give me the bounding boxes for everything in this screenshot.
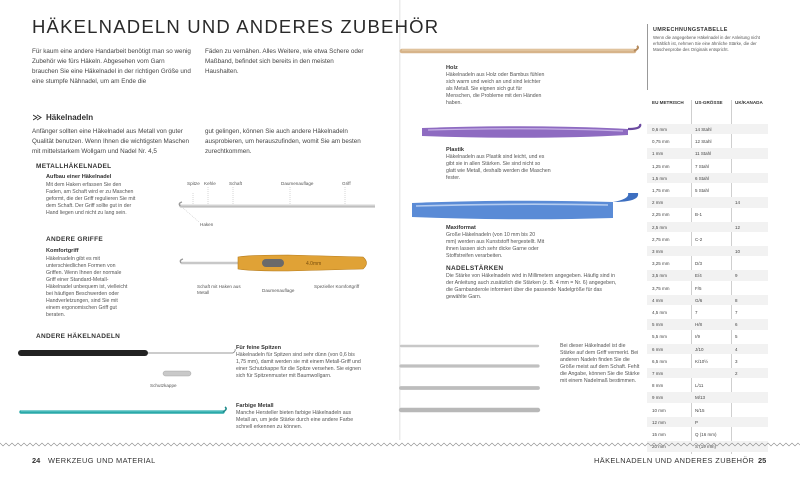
footer-right-text: HÄKELNADELN UND ANDERES ZUBEHÖR (594, 456, 755, 465)
metall-heading: METALLHÄKELNADEL (36, 163, 112, 170)
table-row (647, 405, 768, 415)
table-row (647, 161, 768, 171)
intro-col1: Für kaum eine andere Handarbeit benötigt man so wenig Zubehör wie fürs Häkeln. Abgesehen vom Garn brauchen Sie eine Häkelnadel in der richtigen Größe und eine stumpfe Nähnadel, um am Ende die (32, 48, 191, 85)
cell-eu: 1,75 mm (652, 188, 670, 193)
maxi-hook-illustration (408, 190, 648, 230)
table-row (647, 258, 768, 268)
cell-uk: 9 (735, 273, 738, 279)
cell-us: C-2 (695, 236, 703, 242)
cell-eu: 5,5 mm (652, 334, 668, 340)
cell-uk: 3 (735, 358, 738, 364)
cell-eu: 1,25 mm (652, 163, 670, 169)
cell-us: F/5 (695, 285, 702, 291)
table-row (647, 429, 768, 439)
cell-eu: 6 mm (652, 346, 664, 352)
griffe-heading: ANDERE GRIFFE (46, 236, 103, 243)
footer-left-text: WERKZEUG UND MATERIAL (48, 456, 156, 465)
cell-us: 6 Stahl (695, 175, 710, 181)
cell-us: G/6 (695, 297, 703, 303)
table-title: UMRECHNUNGSTABELLE (653, 27, 728, 33)
table-row (647, 246, 768, 256)
plastik-text: Häkelnadeln aus Plastik sind leicht, und es gibt sie in allen Stärken. Sie sind nicht so glatt wie Metall, deshalb werden die Maschen fester. (446, 154, 551, 181)
cell-eu: 3,75 mm (652, 285, 670, 291)
label-griff: Griff (342, 181, 351, 186)
feine-sub: Für feine Spitzen (236, 345, 282, 351)
cell-uk: 8 (735, 297, 738, 303)
cell-eu: 7 mm (652, 371, 664, 376)
cell-eu: 2,5 mm (652, 224, 668, 230)
table-row (647, 392, 768, 402)
hakelnadeln-heading: Häkelnadeln (46, 113, 94, 122)
cell-us: S (19 mm) (695, 444, 717, 450)
arrow-icon (33, 114, 42, 121)
cell-eu: 3,5 mm (652, 273, 668, 279)
label-haken: Haken (200, 222, 214, 227)
nadelstaerken-note: Bei dieser Häkelnadel ist die Stärke auf dem Griff vermerkt. Bei anderen Nadeln finden Sie die Größe meist auf dem Schaft. Fehlt die Angabe, können Sie die Stärke mit einem Nadelmaß bestimmen. (560, 343, 640, 384)
cell-uk: 6 (735, 322, 738, 328)
table-row (647, 124, 768, 134)
comfort-hook-illustration (178, 244, 378, 282)
cell-eu: 4,5 mm (652, 310, 668, 315)
th-uk: UK/KANADA (735, 100, 763, 105)
table-row (647, 148, 768, 158)
nadelstaerken-heading: NADELSTÄRKEN (446, 265, 504, 272)
footer-rule (0, 441, 800, 449)
cell-us: 7 (695, 310, 698, 315)
hakelnadeln-col2: gut gelingen, können Sie auch andere Häkelnadeln ausprobieren, um herauszufinden, womit Sie am besten zurechtkommen. (205, 128, 361, 155)
table-row (647, 307, 768, 317)
cell-eu: 8 mm (652, 383, 664, 389)
label-daumenauflage: Daumenauflage (281, 181, 314, 186)
maxi-text: Große Häkelnadeln (von 10 mm bis 20 mm) werden aus Kunststoff hergestellt. Mit ihnen lassen sich sehr dicke Garne oder Stoffstreifen verarbeiten. (446, 232, 545, 259)
cell-eu: 3,25 mm (652, 261, 670, 267)
cell-uk: 14 (735, 200, 741, 206)
metall-text: Mit dem Haken erfassen Sie den Faden, am Schaft wird er zu Maschen geformt, die der Griff regulieren Sie mit dem Schaft. Der Griff sollte gut in der Hand liegen und nicht zu lang sein. (46, 182, 136, 216)
page-number-right: 25 (758, 456, 767, 465)
cell-us: 7 Stahl (695, 163, 710, 169)
table-row (647, 368, 768, 378)
plastik-sub: Plastik (446, 147, 465, 153)
metall-sub: Aufbau einer Häkelnadel (46, 174, 112, 180)
cell-uk: 10 (735, 249, 741, 254)
table-row (647, 331, 768, 341)
svg-text:4.0mm: 4.0mm (306, 261, 322, 267)
fine-hook-illustration (18, 345, 248, 391)
cell-eu: 0,6 mm (652, 127, 668, 132)
table-row (647, 295, 768, 305)
teal-hook-illustration (18, 404, 233, 422)
table-note: Wenn die angegebene Häkelnadel in der Anleitung nicht erhältlich ist, nehmen Sie eine ähnliche Stärke, die der Maschenprobe des Originals entspricht. (653, 35, 760, 52)
label-schutzkappe: Schutzkappe (150, 383, 177, 388)
cell-eu: 5 mm (652, 322, 664, 328)
page-number-left: 24 (32, 456, 41, 465)
cell-us: H/8 (695, 322, 703, 328)
cell-eu: 2,75 mm (652, 236, 670, 242)
cell-eu: 15 mm (652, 432, 666, 437)
holz-text: Häkelnadeln aus Holz oder Bambus fühlen sich warm und weich an und sind leichter als Metall. Sie eignen sich gut für Menschen, die Probleme mit den Händen haben. (446, 72, 545, 106)
wood-hook-illustration (398, 44, 648, 58)
cell-us: M/13 (695, 395, 706, 401)
griffe-sub: Komfortgriff (46, 248, 79, 254)
cell-eu: 20 mm (652, 444, 666, 450)
cell-us: 11 Stahl (695, 151, 712, 157)
maxi-sub: Maxiformat (446, 225, 476, 231)
cell-eu: 10 mm (652, 407, 666, 413)
table-row (647, 209, 768, 219)
intro-col2: Fäden zu vernähen. Alles Weitere, wie etwa Schere oder Maßband, befindet sich bereits in den meisten Haushalten. (205, 48, 364, 75)
farbige-text: Manche Hersteller bieten farbige Häkelnadeln aus Metall an, um jede Stärke durch eine andere Farbe schnell erkennen zu können. (236, 410, 354, 430)
hakelnadeln-col1: Anfänger sollten eine Häkelnadel aus Metall von guter Qualität benutzen. Wenn Ihnen die wichtigsten Maschen mit mittelstarkem Wollgarn und Nadel Nr. 4,5 (32, 128, 190, 155)
page-title: HÄKELNADELN UND ANDERES ZUBEHÖR (32, 16, 440, 37)
andere-heading: ANDERE HÄKELNADELN (36, 333, 121, 340)
holz-sub: Holz (446, 65, 458, 71)
cell-us: D/3 (695, 261, 703, 267)
table-row (647, 283, 768, 293)
cell-eu: 1 mm (652, 151, 664, 157)
cell-us: N/15 (695, 407, 705, 413)
table-row (647, 319, 768, 329)
th-eu: EU METRISCH (652, 100, 684, 105)
th-us: US-GRÖSSE (695, 100, 723, 105)
label-daumen: Daumenauflage (262, 288, 295, 293)
cell-us: 5 Stahl (695, 188, 710, 193)
table-row (647, 417, 768, 427)
cell-us: E/4 (695, 273, 702, 279)
cell-eu: 2,25 mm (652, 212, 670, 218)
table-intro (647, 24, 768, 90)
table-row (647, 344, 768, 354)
table-row (647, 185, 768, 195)
cell-eu: 6,5 mm (652, 358, 668, 364)
cell-us: 12 Stahl (695, 139, 712, 145)
griffe-text: Häkelnadeln gibt es mit unterschiedlichen Formen von Griffen. Wenn Ihnen der normale Griff einer Standard-Metall-Häkelnadel unbequem ist, vielleicht bei häufigen Beschwerden oder Handverletzungen, sind Sie mit einem ergonomischen Griff gut beraten. (46, 256, 128, 318)
cell-us: L/11 (695, 383, 704, 389)
farbige-sub: Farbige Metall (236, 403, 274, 409)
cell-eu: 3 mm (652, 249, 664, 254)
cell-us: J/10 (695, 346, 704, 352)
label-komfortgriff: Spezieller Komfortgriff (314, 284, 360, 289)
cell-uk: 7 (735, 310, 738, 315)
table-row (647, 173, 768, 183)
table-row (647, 380, 768, 390)
cell-uk: 12 (735, 224, 741, 230)
cell-uk: 2 (735, 371, 738, 376)
table-header (647, 100, 768, 122)
label-kehle: Kehle (204, 181, 216, 186)
cell-us: 14 Stahl (695, 127, 712, 132)
cell-eu: 4 mm (652, 297, 664, 303)
table-row (647, 356, 768, 366)
cell-eu: 9 mm (652, 395, 664, 401)
cell-eu: 12 mm (652, 419, 666, 425)
label-schaft-metall: Schaft mit Haken aus Metall (197, 284, 241, 295)
size-hooks-illustration (398, 340, 548, 420)
cell-us: Q (16 mm) (695, 432, 717, 437)
feine-text: Häkelnadeln für Spitzen sind sehr dünn (von 0,6 bis 1,75 mm), damit werden sie mit einem Metall-Griff und einer Schutzkappe für die Spitze versehen. Sie eignen sich für Spitzenmuster mit Baumwollgarn. (236, 352, 361, 379)
plastic-hook-illustration (418, 120, 648, 144)
cell-us: B-1 (695, 212, 703, 218)
table-row (647, 197, 768, 207)
cell-us: P (695, 419, 699, 425)
cell-uk: 4 (735, 346, 738, 352)
table-row (647, 234, 768, 244)
label-spitze: Spitze (187, 181, 200, 186)
cell-us: K/10½ (695, 358, 709, 364)
cell-eu: 2 mm (652, 200, 664, 206)
cell-us: I/9 (695, 334, 701, 340)
table-row (647, 270, 768, 280)
cell-uk: 5 (735, 334, 738, 340)
nadelstaerken-text: Die Stärke von Häkelnadeln wird in Millimetern angegeben. Häufig sind in der Anleitung auch zusätzlich die Stärken (z. B. 4 mm = Nr. 6) angegeben, die Garnbanderole informiert über die passende Nadelgröße für das gewählte Garn. (446, 273, 617, 300)
cell-eu: 1,5 mm (652, 175, 668, 181)
cell-eu: 0,75 mm (652, 139, 670, 145)
table-row (647, 222, 768, 232)
conversion-table (647, 24, 768, 450)
table-row (647, 136, 768, 146)
label-schaft: Schaft (229, 181, 243, 186)
